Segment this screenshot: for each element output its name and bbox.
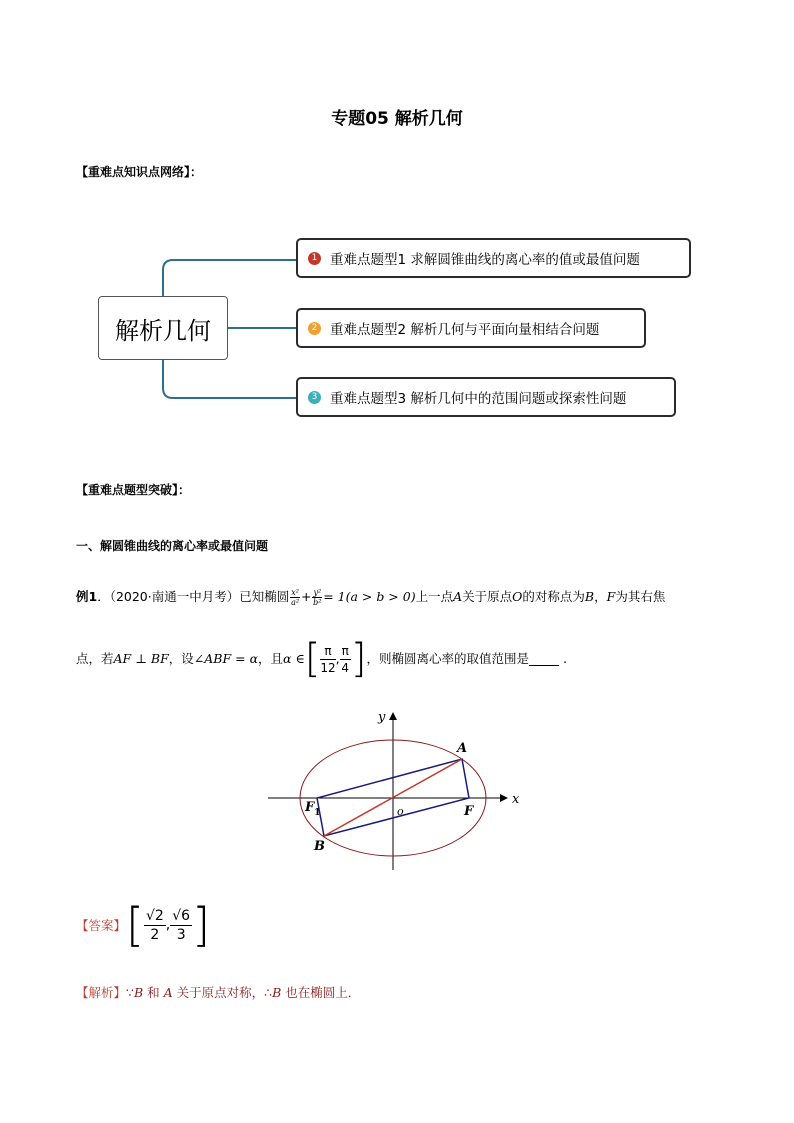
x-axis-label: x (512, 792, 520, 807)
point-b-label: B (272, 985, 282, 1000)
frac-den: b² (313, 598, 322, 607)
frac-den: 3 (176, 926, 186, 943)
point-f-label: F (606, 589, 616, 604)
point-b-label: B (584, 589, 595, 604)
interval-high (340, 643, 351, 676)
frac-num: √2 (145, 907, 164, 924)
left-bracket: [ (304, 636, 321, 682)
y-axis-arrow-icon (389, 712, 397, 720)
mindmap-branch-2 (296, 308, 646, 348)
answer-label: 【答案】 (76, 918, 127, 933)
page-title: 专题05 解析几何 (331, 109, 463, 129)
example-1-line-2 (76, 636, 567, 682)
right-bracket: ] (350, 636, 367, 682)
text: ，且 (258, 651, 284, 666)
point-f: F (464, 804, 474, 819)
mindmap-root: 解析几何 (98, 296, 228, 360)
mindmap-branch-3 (296, 377, 676, 417)
example-1-line-1 (76, 587, 665, 607)
f1-sub: 1 (314, 808, 321, 818)
comma: , (335, 651, 340, 666)
frac-den: 4 (341, 660, 350, 675)
branch-label: 重难点题型1 求解圆锥曲线的离心率的值或最值问题 (330, 252, 640, 268)
answer-blank (529, 653, 559, 666)
plus-sign: + (300, 589, 312, 604)
fraction-y (312, 588, 322, 607)
frac-num: π (320, 643, 335, 660)
text: 关于原点 (462, 589, 513, 604)
section-1-title: 一、解圆锥曲线的离心率或最值问题 (76, 539, 269, 553)
analysis-line (76, 983, 360, 1003)
ellipse-figure (260, 705, 530, 875)
point-a-label: A (453, 589, 463, 604)
example-label: 例1 (76, 589, 98, 604)
point-a-label: A (163, 985, 173, 1000)
text: ，设 (168, 651, 194, 666)
breakthrough-header: 【重难点题型突破】： (76, 483, 191, 497)
text: . (562, 651, 567, 666)
fraction-x (290, 588, 300, 607)
frac-num: √6 (172, 907, 191, 924)
frac-num: y² (313, 588, 322, 597)
point-b: B (314, 839, 325, 854)
text: 点，若 (76, 651, 114, 666)
text: ， (594, 589, 607, 604)
alpha-in: α ∈ (283, 651, 305, 666)
frac-num: π (341, 643, 349, 658)
number-2-icon: 2 (308, 322, 321, 335)
text: 为其右焦 (615, 589, 666, 604)
text: 上一点 (415, 589, 454, 604)
angle-expr: ∠ABF = α (193, 651, 259, 666)
right-bracket: ] (192, 898, 211, 952)
frac-den: a² (291, 598, 300, 607)
interval-low (320, 643, 335, 676)
text: 和 (143, 985, 164, 1000)
f1-main: F (305, 800, 315, 815)
text: 的对称点为 (522, 589, 585, 604)
frac-den: 12 (320, 660, 336, 675)
x-axis-arrow-icon (500, 794, 508, 802)
text: ∵ (126, 985, 134, 1000)
answer-high (170, 907, 192, 944)
answer-low (144, 907, 166, 944)
text: ，则椭圆离心率的取值范围是 (366, 651, 529, 666)
knowledge-network-header: 【重难点知识点网络】： (76, 165, 203, 179)
comma: , (165, 917, 171, 933)
answer-row (76, 898, 211, 952)
text: 也在椭圆上． (281, 985, 361, 1000)
analysis-label: 【解析】 (76, 985, 127, 1000)
mindmap-branch-1 (296, 238, 691, 278)
branch-label: 重难点题型3 解析几何中的范围问题或探索性问题 (330, 391, 627, 407)
origin-label: o (397, 805, 404, 818)
frac-num: x² (291, 588, 299, 597)
frac-den: 2 (150, 926, 160, 943)
left-bracket: [ (126, 898, 144, 952)
number-3-icon: 3 (308, 391, 321, 404)
y-axis-label: y (378, 710, 386, 725)
point-o-label: O (512, 589, 523, 604)
text: 关于原点对称，∴ (172, 985, 273, 1000)
example-source: ．（2020·南通一中月考）已知椭圆 (97, 589, 290, 604)
number-1-icon: 1 (308, 252, 321, 265)
branch-label: 重难点题型2 解析几何与平面向量相结合问题 (330, 322, 600, 338)
point-a: A (457, 741, 468, 756)
equation-rest: = 1(a > b > 0) (323, 589, 416, 604)
perpendicular-expr: AF ⊥ BF (113, 651, 169, 666)
point-b-label: B (133, 985, 144, 1000)
